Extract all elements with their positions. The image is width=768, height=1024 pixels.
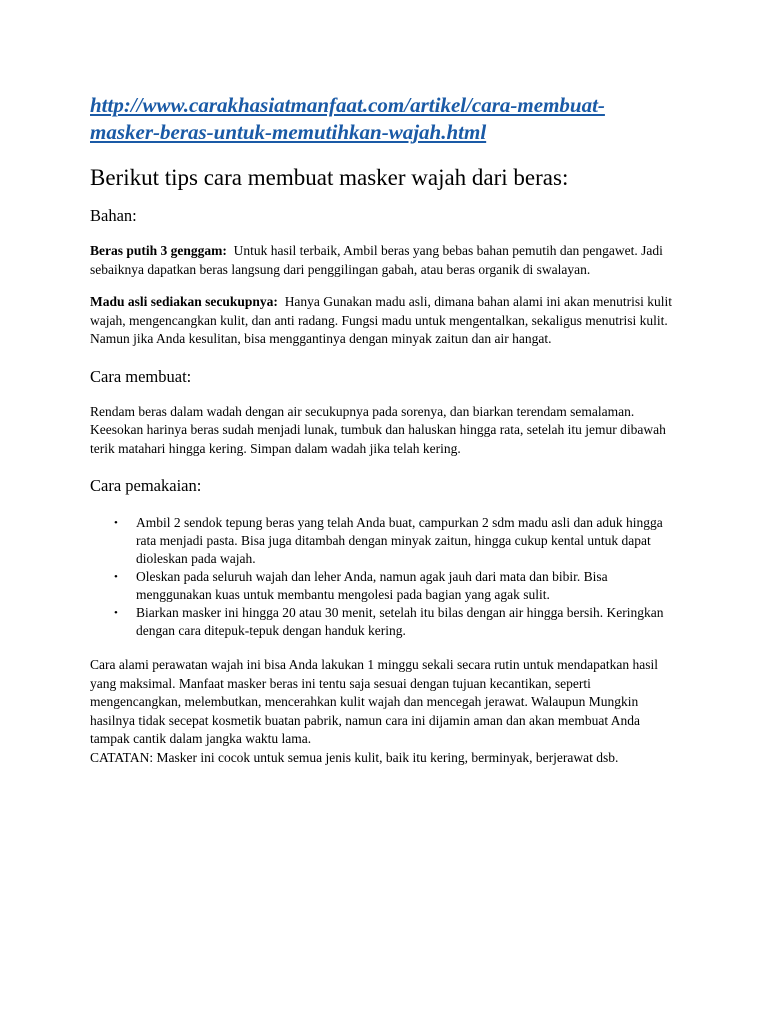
closing-paragraph: Cara alami perawatan wajah ini bisa Anda lakukan 1 minggu sekali secara rutin untuk mendapatkan hasil yang maksimal. Manfaat masker beras ini tentu saja sesuai dengan tujuan kecantikan, seperti mengencangkan, melembutkan, mencerahkan kulit wajah dan mencegah jerawat. Walaupun Mungkin hasilnya tidak secepat kosmetik buatan pabrik, namun cara ini dijamin aman dan akan membuat Anda tampak cantik dalam jangka waktu lama.: [90, 657, 658, 746]
list-item: [90, 514, 680, 568]
steps-list: [90, 514, 680, 640]
list-item: [90, 568, 680, 604]
ingredient-madu-label: Madu asli sediakan secukupnya:: [90, 294, 278, 309]
bahan-heading: Bahan:: [90, 206, 137, 225]
bullet-icon: •: [114, 571, 118, 583]
document-page: [90, 92, 680, 767]
cara-pemakaian-heading: Cara pemakaian:: [90, 476, 202, 495]
step-text: Ambil 2 sendok tepung beras yang telah Anda buat, campurkan 2 sdm madu asli dan aduk hingga rata menjadi pasta. Bisa juga ditambah dengan minyak zaitun, hingga cukup kental untuk dapat dioleskan pada wajah.: [136, 515, 663, 566]
ingredient-beras-text: Untuk hasil terbaik, Ambil beras yang bebas bahan pemutih dan pengawet. Jadi sebaiknya dapatkan beras langsung dari penggilingan gabah, atau beras organik di swalayan.: [90, 243, 667, 277]
ingredient-madu: [90, 293, 680, 349]
article-link-line-1[interactable]: http://www.carakhasiatmanfaat.com/artikel/cara-membuat-: [90, 93, 605, 117]
cara-membuat-text: Rendam beras dalam wadah dengan air secukupnya pada sorenya, dan biarkan terendam semalaman. Keesokan harinya beras sudah menjadi lunak, tumbuk dan haluskan hingga rata, setelah itu jemur dibawah terik matahari hingga kering. Simpan dalam wadah jika telah kering.: [90, 403, 666, 456]
document-title: Berikut tips cara membuat masker wajah dari beras:: [90, 165, 569, 190]
article-link-line-2[interactable]: masker-beras-untuk-memutihkan-wajah.html: [90, 120, 487, 144]
ingredient-beras: [90, 242, 680, 279]
cara-membuat-heading: Cara membuat:: [90, 366, 192, 386]
ingredient-madu-text: Hanya Gunakan madu asli, dimana bahan alami ini akan menutrisi kulit wajah, mengencangkan kulit, dan anti radang. Fungsi madu untuk mengentalkan, sekaligus menutrisi kulit. Namun jika Anda kesulitan, bisa menggantinya dengan minyak zaitun dan air hangat.: [90, 294, 676, 346]
bullet-icon: •: [114, 517, 118, 529]
article-link[interactable]: [90, 92, 680, 146]
step-text: Oleskan pada seluruh wajah dan leher Anda, namun agak jauh dari mata dan bibir. Bisa menggunakan kuas untuk membantu mengolesi pada bagian yang agak sulit.: [136, 569, 608, 602]
ingredient-beras-label: Beras putih 3 genggam:: [90, 243, 227, 258]
catatan-note: CATATAN: Masker ini cocok untuk semua jenis kulit, baik itu kering, berminyak, berjerawat dsb.: [90, 749, 619, 765]
bullet-icon: •: [114, 607, 118, 619]
step-text: Biarkan masker ini hingga 20 atau 30 menit, setelah itu bilas dengan air hingga bersih. Keringkan dengan cara ditepuk-tepuk dengan handuk kering.: [136, 605, 664, 638]
list-item: [90, 604, 680, 640]
